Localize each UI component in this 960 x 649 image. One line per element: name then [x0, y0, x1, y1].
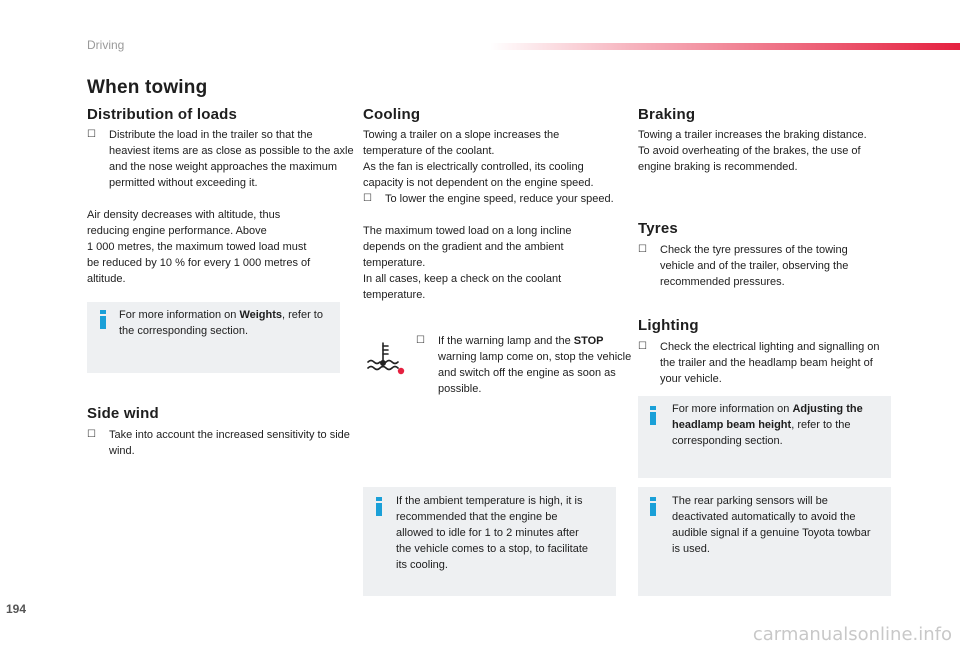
lighting-bullet-text: Check the electrical lighting and signalling on the trailer and the headlamp beam height of your vehicle.: [660, 341, 880, 385]
parking-sensors-info-text: The rear parking sensors will be deactivated automatically to avoid the audible signal if a genuine Toyota towbar is used.: [672, 495, 871, 555]
heading-side-wind: Side wind: [87, 405, 159, 422]
braking-text-line: engine braking is recommended.: [638, 161, 798, 173]
weights-link-text: Weights: [239, 309, 283, 321]
info-text-suffix: , refer to the corresponding section.: [672, 419, 851, 447]
cooling-text-line: temperature of the coolant.: [363, 145, 495, 157]
info-text-prefix: For more information on: [119, 309, 240, 321]
braking-text-line: Towing a trailer increases the braking distance.: [638, 129, 867, 141]
cooling-text-line: The maximum towed load on a long incline: [363, 225, 572, 237]
cooling-text-line: temperature.: [363, 257, 426, 269]
side-wind-bullet: [87, 427, 354, 459]
weights-info-text: [119, 307, 334, 339]
cooling-text-line: Towing a trailer on a slope increases the: [363, 129, 560, 141]
cooling-text-2: [363, 223, 623, 303]
checkbox-bullet-icon: ☐: [638, 244, 647, 255]
weights-info-box: [87, 302, 340, 373]
cooling-text-line: In all cases, keep a check on the coolant: [363, 273, 562, 285]
heading-cooling: Cooling: [363, 106, 421, 123]
cooling-info-text: If the ambient temperature is high, it is recommended that the engine be allowed to idle for 1 to 2 minutes after the vehicle comes to a stop, to facilitate its cooling.: [396, 495, 588, 571]
header-accent-bar: [490, 43, 960, 50]
section-label: Driving: [87, 38, 125, 52]
cooling-bullet-text: To lower the engine speed, reduce your speed.: [385, 193, 614, 205]
warning-text-suffix: warning lamp come on, stop the vehicle and switch off the engine as soon as possible.: [438, 351, 632, 395]
distribution-text-line: Air density decreases with altitude, thus: [87, 209, 281, 221]
parking-sensors-info-box: [638, 487, 891, 596]
tyres-bullet-text: Check the tyre pressures of the towing vehicle and of the trailer, observing the recommended pressures.: [660, 244, 849, 288]
distribution-bullet-text: Distribute the load in the trailer so that the heaviest items are as close as possible to the axle and the nose weight approaches the maximum permitted without exceeding it.: [109, 129, 354, 189]
headlamp-info-box: [638, 396, 891, 478]
cooling-info-box: [363, 487, 616, 596]
checkbox-bullet-icon: ☐: [363, 193, 372, 204]
heading-distribution: Distribution of loads: [87, 106, 238, 123]
distribution-text-line: altitude.: [87, 273, 126, 285]
cooling-bullet: [363, 191, 615, 207]
cooling-text-line: capacity is not dependent on the engine speed.: [363, 177, 594, 189]
heading-braking: Braking: [638, 106, 696, 123]
distribution-text-line: be reduced by 10 % for every 1 000 metres of: [87, 257, 311, 269]
heading-tyres: Tyres: [638, 220, 678, 237]
coolant-temperature-icon: [364, 340, 408, 376]
warning-lamp-bullet: [416, 333, 632, 397]
distribution-bullet: [87, 127, 354, 191]
braking-text: [638, 127, 898, 175]
heading-lighting: Lighting: [638, 317, 699, 334]
page-title: When towing: [87, 77, 208, 98]
info-text-prefix: For more information on: [672, 403, 793, 415]
checkbox-bullet-icon: ☐: [416, 335, 425, 346]
lighting-bullet: [638, 339, 890, 387]
cooling-text-line: As the fan is electrically controlled, its cooling: [363, 161, 584, 173]
cooling-text-line: temperature.: [363, 289, 426, 301]
checkbox-bullet-icon: ☐: [87, 429, 96, 440]
braking-text-line: To avoid overheating of the brakes, the use of: [638, 145, 861, 157]
distribution-text: [87, 207, 347, 287]
watermark: carmanualsonline.info: [752, 624, 952, 645]
side-wind-bullet-text: Take into account the increased sensitivity to side wind.: [109, 429, 350, 457]
warning-text-prefix: If the warning lamp and the: [438, 335, 574, 347]
distribution-text-line: 1 000 metres, the maximum towed load must: [87, 241, 307, 253]
headlamp-info-text: [672, 401, 886, 449]
stop-label: STOP: [573, 335, 604, 347]
cooling-text-line: depends on the gradient and the ambient: [363, 241, 564, 253]
cooling-text-1: [363, 127, 623, 191]
tyres-bullet: [638, 242, 882, 290]
page-number: 194: [6, 602, 27, 616]
distribution-text-line: reducing engine performance. Above: [87, 225, 267, 237]
checkbox-bullet-icon: ☐: [638, 341, 647, 352]
info-text-suffix: , refer to the corresponding section.: [119, 309, 323, 337]
headlamp-link-text: Adjusting the headlamp beam height: [672, 403, 863, 431]
checkbox-bullet-icon: ☐: [87, 129, 96, 140]
